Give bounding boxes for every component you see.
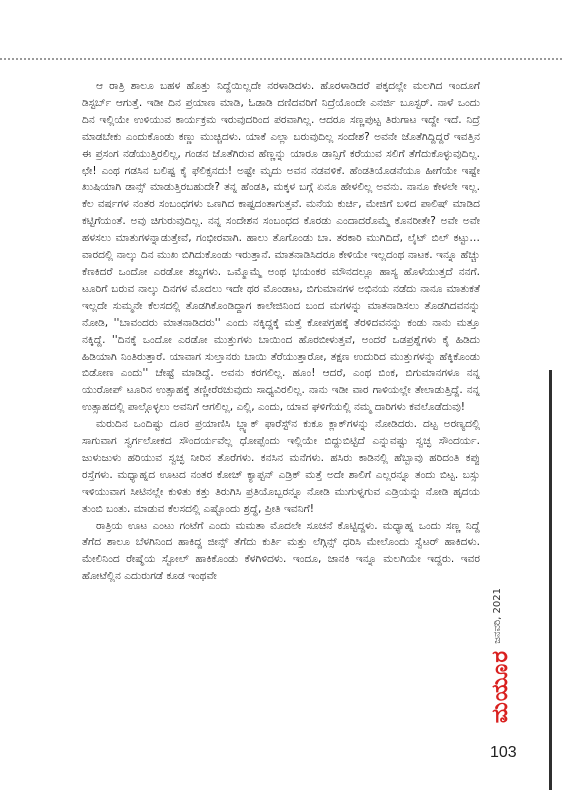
top-dotted-rule bbox=[0, 58, 562, 60]
article-paragraph-3: ರಾತ್ರಿಯ ಊಟ ಎಂಟು ಗಂಟೆಗೆ ಎಂದು ಮಮತಾ ಮೊದಲೇ ಸೂಚನೆ ಕೊಟ್ಟಿದ್ದಳು. ಮಧ್ಯಾಹ್ನ ಒಂದು ಸಣ್ಣ ನಿದ್ದೆ ತೆಗೆದ ಶಾಲೂ ಬೆಳಗಿನಿಂದ ಹಾಕಿದ್ದ ಜೀನ್ಸ್ ತೆಗೆದು ಕುರ್ತಿ ಮತ್ತು ಲೆಗ್ಗಿನ್ಸ್ ಧರಿಸಿ ಮೇಲೊಂದು ಸ್ವೆಟರ್ ಹಾಕಿದಳು. ಮೇಲಿನಿಂದ ರೇಷ್ಮೆಯ ಸ್ಟೋಲ್ ಹಾಕಿಕೊಂಡು ಕೆಳಗಿಳಿದಳು. ಇಂದೂ, ಜಾನಕಿ ಇನ್ನೂ ಮಲಗಿಯೇ ಇದ್ದರು. ಇವರ ಹೋಟೆಲ್ಲಿನ ಎದುರುಗಡೆ ಕೂಡ ಇಂಥವೇ bbox=[82, 519, 480, 583]
magazine-logo: ಮಯೂರ bbox=[488, 650, 513, 724]
article-paragraph-2: ಮರುದಿನ ಒಂದಿಷ್ಟು ದೂರ ಪ್ರಯಾಣಿಸಿ ಬ್ಲ್ಯಾಕ್ ಫಾರೆಸ್ಟ್‌ನ ಕುಕೂ ಕ್ಲಾಕ್‌ಗಳನ್ನು ನೋಡಿದರು. ದಟ್ಟ ಅರಣ್ಯದಲ್ಲಿ ಸಾಗುವಾಗ ಸ್ವರ್ಗಲೋಕದ ಸೌಂದರ್ಯವೆಲ್ಲ ಧೋಪ್ಪೆಂದು ಇಲ್ಲಿಯೇ ಬಿದ್ದುಬಿಟ್ಟಿದೆ ಎನ್ನುವಷ್ಟು ಸ್ವಚ್ಛ ಸೌಂದರ್ಯ. ಜುಳುಜುಳು ಹರಿಯುವ ಸ್ವಚ್ಛ ನೀರಿನ ತೊರೆಗಳು. ಕನಸಿನ ಮನೆಗಳು. ಹಸಿರು ಕಾಡಿನಲ್ಲಿ ಹೆಬ್ಬಾವು ಹರಿದಂತಿ ಕಪ್ಪು ರಸ್ತೆಗಳು. ಮಧ್ಯಾಹ್ನದ ಊಟದ ನಂತರ ಕೋಚ್ ಕ್ಯಾಪ್ಟನ್ ಎಡ್ರಿಕ್ ಮತ್ತೆ ಅದೇ ಶಾಲಿಗೆ ಎಲ್ಲರನ್ನೂ ತಂದು ಬಿಟ್ಟ. ಬಸ್ಸು ಇಳಿಯುವಾಗ ಸೀಟಿನಲ್ಲೇ ಕುಳಿತು ಕತ್ತು ತಿರುಗಿಸಿ ಪ್ರತಿಯೊಬ್ಬರನ್ನೂ ನೋಡಿ ಮುಗುಳ್ನಗುವ ಎಡ್ರಿಯನ್ನು ನೋಡಿ ಹೃದಯ ತುಂಬಿ ಬಂತು. ಮಾಡುವ ಕೆಲಸದಲ್ಲಿ ಎಷ್ಟೊಂದು ಶ್ರದ್ಧೆ, ಪ್ರೀತಿ ಇವನಿಗೆ! bbox=[82, 418, 480, 515]
right-edge-bar bbox=[549, 370, 552, 790]
issue-date: ಜನವರಿ, 2021 bbox=[492, 588, 503, 644]
article-body bbox=[82, 78, 480, 585]
article-paragraph-1: ಆ ರಾತ್ರಿ ಶಾಲೂ ಬಹಳ ಹೊತ್ತು ನಿದ್ದೆಯಿಲ್ಲದೇ ನರಳಾಡಿದಳು. ಹೊರಳಾಡಿದರೆ ಪಕ್ಕದಲ್ಲೇ ಮಲಗಿದ ಇಂದೂಗೆ ಡಿಸ್ಟರ್ಬ್ ಆಗುತ್ತೆ. ಇಡೀ ದಿನ ಪ್ರಯಾಣ ಮಾಡಿ, ಓಡಾಡಿ ದಣಿದವರಿಗೆ ನಿದ್ರೆಯೊಂದೇ ಎನರ್ಜಿ ಬೂಸ್ಟರ್. ನಾಳೆ ಒಂದು ದಿನ ಇಲ್ಲಿಯೇ ಉಳಿಯುವ ಕಾರ್ಯಕ್ರಮ ಇರುವುದರಿಂದ ಪರವಾಗಿಲ್ಲ. ಆದರೂ ಸಣ್ಣಪುಟ್ಟ ತಿರುಗಾಟ ಇದ್ದೇ ಇದೆ. ನಿದ್ರೆ ಮಾಡಬೇಕು ಎಂದುಕೊಂಡು ಕಣ್ಣು ಮುಚ್ಚಿದಳು. ಯಾಕೆ ಎಲ್ಲಾ ಬರುವುದಿಲ್ಲ ಸಂದೇಶ? ಅವನೇ ಜೊತೆಗಿದ್ದಿದ್ದರೆ ಇವತ್ತಿನ ಈ ಪ್ರಸಂಗ ನಡೆಯುತ್ತಿರಲಿಲ್ಲ, ಗಂಡನ ಜೊತೆಗಿರುವ ಹೆಣ್ಣನ್ನು ಯಾರೂ ಡಾನ್ಸಿಗೆ ಕರೆಯುವ ಸಲಿಗೆ ತೆಗೆದುಕೊಳ್ಳುವುದಿಲ್ಲ. ಛೇ! ಎಂಥ ಗಡಸಿನ ಬಲಿಷ್ಟ ಕೈ ಫೆಲಿಕ್ಸನದು! ಅಷ್ಟೇ ಮೃದು ಅವನ ನಡವಳಿಕೆ. ಹೆಂಡತಿಯೊಡನೆಯೂ ಹೀಗೆಯೇ ಇಷ್ಟೇ ಖುಷಿಯಾಗಿ ಡಾನ್ಸ್ ಮಾಡುತ್ತಿರಬಹುದೇ? ತನ್ನ ಹೆಂಡತಿ, ಮಕ್ಕಳ ಬಗ್ಗೆ ಏನೂ ಹೇಳಲಿಲ್ಲ ಅವನು. ನಾನೂ ಕೇಳಲೇ ಇಲ್ಲ. ಕೆಲ ವರ್ಷಗಳ ನಂತರ ಸಂಬಂಧಗಳು ಒಣಗಿದ ಕಾಷ್ಟದಂತಾಗುತ್ತವೆ. ಮನೆಯ ಕುರ್ಚಿ, ಮೇಜಿಗೆ ಬಳಿದ ಪಾಲಿಷ್ ಮಾಡಿದ ಕಟ್ಟಿಗೆಯಂತೆ. ಅವು ಚಿಗುರುವುದಿಲ್ಲ. ನನ್ನ ಸಂದೇಶನ ಸಂಬಂಧದ ಕೊರಡು ಎಂದಾದರೊಮ್ಮೆ ಕೊನರೀತೇ? ಅವೇ ಅವೇ ಹಳಸಲು ಮಾತುಗಳನ್ನಾಡುತ್ತೇವೆ, ಗಂಭೀರವಾಗಿ. ಹಾಲು ತೊಗೊಂಡು ಬಾ. ತರಕಾರಿ ಮುಗಿದಿದೆ, ಲೈಟ್ ಬಿಲ್ ಕಟ್ಟು… ವಾರದಲ್ಲಿ ನಾಲ್ಕು ದಿನ ಮುಖ ಬಿಗಿದುಕೊಂಡು ಇರುತ್ತಾನೆ. ಮಾತನಾಡಿಸಿದರೂ ಕೇಳಿಯೇ ಇಲ್ಲದಂಥ ನಾಟಕ. ಇನ್ನೂ ಹೆಚ್ಚು ಕೆಣಕಿದರೆ ಒಂದೋ ಎರಡೋ ಶಬ್ದಗಳು. ಒಮ್ಮೊಮ್ಮೆ ಅಂಥ ಭಯಂಕರ ಮೌನದಲ್ಲೂ ಹಾಸ್ಯ ಹೊಳೆಯುತ್ತದೆ ನನಗೆ. ಟೂರಿಗೆ ಬರುವ ನಾಲ್ಕು ದಿನಗಳ ಮೊದಲು ಇದೇ ಥರ ಮೊಂಡಾಟ, ಬಿಗುಮಾನಗಳ ಅಭಿನಯ ನಡೆದು ನಾನೂ ಮಾತುಕತೆ ಇಲ್ಲದೇ ಸುಮ್ಮನೇ ಕೆಲಸದಲ್ಲಿ ತೊಡಗಿಕೊಂಡಿದ್ದಾಗ ಕಾಲೇಜಿನಿಂದ ಬಂದ ಮಗಳನ್ನು ಮಾತನಾಡಿಸಲು ತೊಡಗಿದವನನ್ನು ನೋಡಿ, ''ಬಾವಂದರು ಮಾತನಾಡಿದರು'' ಎಂದು ನಕ್ಕಿದ್ದಕ್ಕೆ ಮತ್ತೆ ಕೋಪಗ್ರಹಕ್ಕೆ ತೆರಳಿದವನನ್ನು ಕಂಡು ನಾನು ಮತ್ತೂ ನಕ್ಕಿದ್ದೆ. ''ದಿನಕ್ಕೆ ಒಂದೋ ಎರಡೋ ಮುತ್ತುಗಳು ಬಾಯಿಂದ ಹೊರಬೀಳುತ್ತವೆ, ಅಂದರೆ ಒಡಪ್ರಶ್ನೆಗಳು ಕೈ ಹಿಡಿದು ಹಿಡಿಯಾಗಿ ನಿಂತಿರುತ್ತಾರೆ. ಯಾವಾಗ ಸುಲ್ತಾನರು ಬಾಯಿ ತೆರೆಯುತ್ತಾರೋ, ತಕ್ಷಣ ಉದುರಿದ ಮುತ್ತುಗಳನ್ನು ಹೆಕ್ಕಿಕೊಂಡು ಬಿಡೋಣ ಎಂದು'' ಚೇಷ್ಟೆ ಮಾಡಿದ್ದೆ. ಅವನು ಕರಗಲಿಲ್ಲ. ಹೂಂ! ಆದರೆ, ಎಂಥ ಬಿಂಕ, ಬಿಗುಮಾನಗಳೂ ನನ್ನ ಯುರೋಪ್ ಟೂರಿನ ಉತ್ಸಾಹಕ್ಕೆ ತಣ್ಣೀರೆರಚುವುದು ಸಾಧ್ಯವಿರಲಿಲ್ಲ. ನಾನು ಇಡೀ ವಾರ ಗಾಳಿಯಲ್ಲೇ ತೇಲಾಡುತ್ತಿದ್ದೆ. ನನ್ನ ಉತ್ಸಾಹದಲ್ಲಿ ಪಾಲ್ಗೊಳ್ಳಲು ಅವನಿಗೆ ಆಗಲಿಲ್ಲ, ಎಲ್ಲಿ, ಎಂದು, ಯಾವ ಘಳಿಗೆಯಲ್ಲಿ ನಮ್ಮ ದಾರಿಗಳು ಕವಲೊಡೆದುವು! bbox=[82, 80, 480, 414]
page-number: 103 bbox=[490, 744, 517, 761]
